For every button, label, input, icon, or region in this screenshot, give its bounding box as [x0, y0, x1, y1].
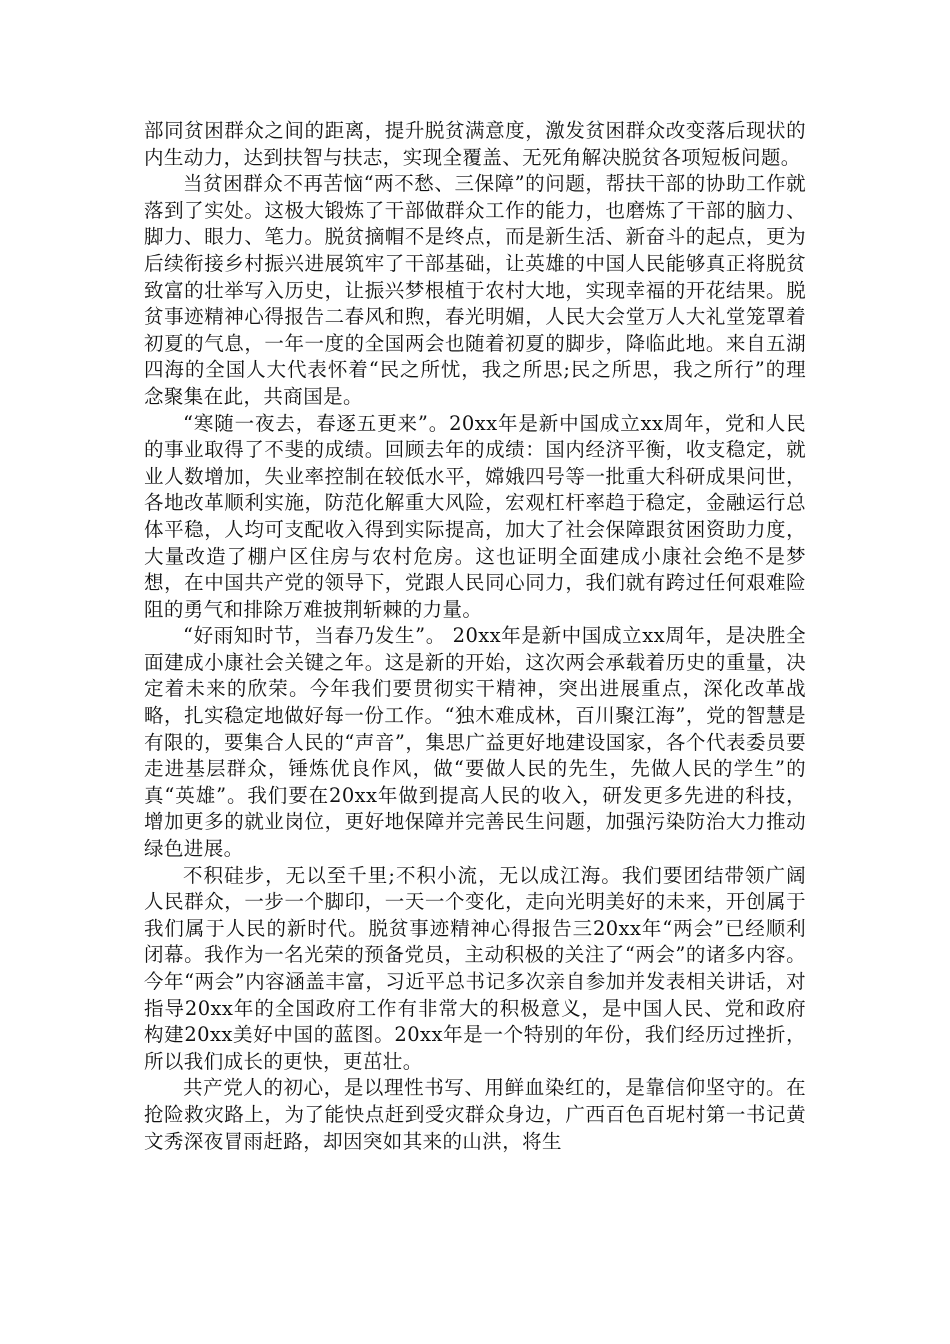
document-body [144, 118, 806, 1155]
paragraph: 共产党人的初心，是以理性书写、用鲜血染红的，是靠信仰坚守的。在抢险救灾路上，为了能快点赶到受灾群众身边，广西百色百坭村第一书记黄文秀深夜冒雨赶路，却因突如其来的山洪，将生 [144, 1076, 806, 1153]
paragraph: 不积硅步，无以至千里;不积小流，无以成江海。我们要团结带领广阔人民群众，一步一个脚印，一天一个变化，走向光明美好的未来，开创属于我们属于人民的新时代。脱贫事迹精神心得报告三20xx年“两会”已经顺利闭幕。我作为一名光荣的预备党员，主动积极的关注了“两会”的诸多内容。今年“两会”内容涵盖丰富，习近平总书记多次亲自参加并发表相关讲话，对指导20xx年的全国政府工作有非常大的积极意义，是中国人民、党和政府构建20xx美好中国的蓝图。20xx年是一个特别的年份，我们经历过挫折，所以我们成长的更快，更茁壮。 [144, 863, 806, 1073]
paragraph: “寒随一夜去，春逐五更来”。20xx年是新中国成立xx周年，党和人民的事业取得了不斐的成绩。回顾去年的成绩：国内经济平衡，收支稳定，就业人数增加，失业率控制在较低水平，嫦娥四号等一批重大科研成果问世，各地改革顺利实施，防范化解重大风险，宏观杠杆率趋于稳定，金融运行总体平稳，人均可支配收入得到实际提高，加大了社会保障跟贫困资助力度，大量改造了棚户区住房与农村危房。这也证明全面建成小康社会绝不是梦想，在中国共产党的领导下，党跟人民同心同力，我们就有跨过任何艰难险阻的勇气和排除万难披荆斩棘的力量。 [144, 411, 806, 621]
paragraph: 部同贫困群众之间的距离，提升脱贫满意度，激发贫困群众改变落后现状的内生动力，达到扶智与扶志，实现全覆盖、无死角解决脱贫各项短板问题。 [144, 119, 806, 169]
paragraph: 当贫困群众不再苦恼“两不愁、三保障”的问题，帮扶干部的协助工作就落到了实处。这极大锻炼了干部做群众工作的能力，也磨炼了干部的脑力、脚力、眼力、笔力。脱贫摘帽不是终点，而是新生活、新奋斗的起点，更为后续衔接乡村振兴进展筑牢了干部基础，让英雄的中国人民能够真正将脱贫致富的壮举写入历史，让振兴梦根植于农村大地，实现幸福的开花结果。脱贫事迹精神心得报告二春风和煦，春光明媚，人民大会堂万人大礼堂笼罩着初夏的气息，一年一度的全国两会也随着初夏的脚步，降临此地。来自五湖四海的全国人大代表怀着“民之所忧，我之所思;民之所思，我之所行”的理念聚集在此，共商国是。 [144, 172, 806, 408]
paragraph: “好雨知时节，当春乃发生”。 20xx年是新中国成立xx周年，是决胜全面建成小康社会关键之年。这是新的开始，这次两会承载着历史的重量，决定着未来的欣荣。今年我们要贯彻实干精神，突出进展重点，深化改革战略，扎实稳定地做好每一份工作。“独木难成林，百川聚江海”，党的智慧是有限的，要集合人民的“声音”，集思广益更好地建设国家，各个代表委员要走进基层群众，锤炼优良作风，做“要做人民的先生，先做人民的学生”的真“英雄”。我们要在20xx年做到提高人民的收入，研发更多先进的科技，增加更多的就业岗位，更好地保障并完善民生问题，加强污染防治大力推动绿色进展。 [144, 624, 806, 861]
